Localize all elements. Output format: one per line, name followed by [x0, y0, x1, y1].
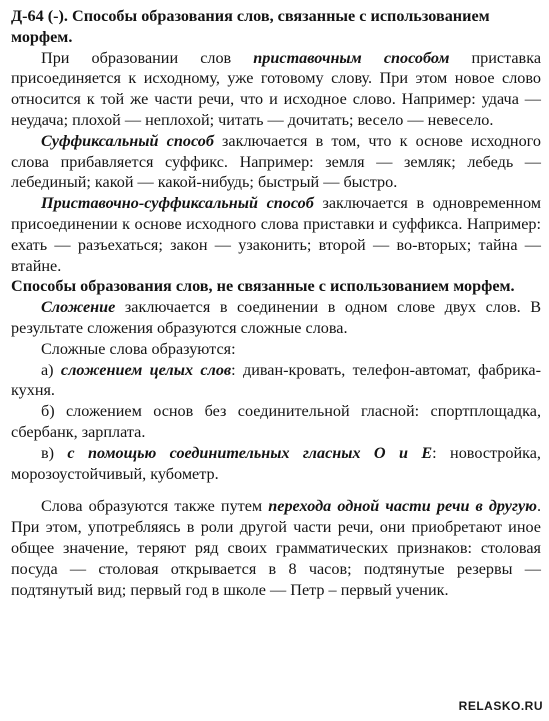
section-title-1-text: Способы образования слов, связанные с использованием морфем.: [11, 7, 490, 46]
paragraph-conversion-lead: Слова образуются также путем: [41, 497, 269, 516]
term-prefix-suffix-method: Приставочно-суффиксальный способ: [41, 194, 314, 213]
list-item-c-marker: в): [41, 443, 68, 462]
term-whole-words: сложением целых слов: [60, 360, 232, 379]
paragraph-prefix-method-body: приставка присоединяется к исходному, уже готовому слову. При этом новое слово относится к той же части речи, что и исходное слово. Например: удача — неудача; плохой — неплохой; читать — дочитать; весело — невесело.: [11, 48, 542, 129]
paragraph-prefix-method-lead: При образовании слов: [41, 48, 254, 67]
paragraph-conversion-body: . При этом, употребляясь в роли другой части речи, они приобретают иное общее значение, теряют ряд своих грамматических признаков: столовая посуда — столовая открывается в 8 часов; подтянутые резервы — подтянутый вид; первый год в школе — Петр – первый ученик.: [11, 497, 541, 599]
site-watermark: RELASKO.RU: [458, 699, 543, 713]
list-item-a-body: : диван-кровать, телефон-автомат, фабрика-кухня.: [11, 360, 541, 400]
term-conversion: перехода одной части речи в другую: [268, 497, 537, 516]
paragraph-suffix-method-body: заключается в том, что к основе исходного слова прибавляется суффикс. Например: земля — земляк; лебедь — лебединый; какой — какой-нибудь; быстрый — быстро.: [11, 131, 541, 192]
term-connecting-vowels: с помощью соединительных гласных О и Е: [67, 443, 433, 462]
list-item-c-body: : новостройка, морозоустойчивый, кубометр.: [11, 443, 541, 483]
exercise-label: Д-64 (-).: [11, 7, 68, 25]
document-page: [11, 6, 541, 600]
paragraph-prefix-suffix-method-body: заключается в одновременном присоединении к основе исходного слова приставки и суффикса. Например: ехать — разъехаться; закон — узаконить; второй — во-вторых; тайна — втайне.: [11, 194, 541, 275]
paragraph-prefix-method: [11, 48, 541, 131]
list-item-b: б) сложением основ без соединительной гласной: спортплощадка, сбербанк, зарплата.: [11, 402, 541, 441]
paragraph-compound-intro: Сложные слова образуются:: [41, 339, 236, 358]
paragraph-suffix-method: [11, 131, 541, 193]
term-compounding: Сложение: [41, 298, 116, 317]
list-item-c: [11, 443, 541, 485]
paragraph-conversion: [11, 496, 541, 600]
paragraph-compounding-body: заключается в соединении в одном слове двух слов. В результате сложения образуются сложные слова.: [11, 298, 541, 337]
term-suffix-method: Суффиксальный способ: [41, 131, 214, 150]
list-item-a: [11, 360, 541, 402]
paragraph-compounding: [11, 297, 541, 339]
paragraph-prefix-suffix-method: [11, 193, 541, 276]
section-title-2: Способы образования слов, не связанные с использованием морфем.: [11, 277, 515, 296]
term-prefix-method: приставочным способом: [253, 48, 450, 67]
list-item-a-marker: а): [41, 360, 61, 379]
section-title-1: [11, 6, 541, 48]
